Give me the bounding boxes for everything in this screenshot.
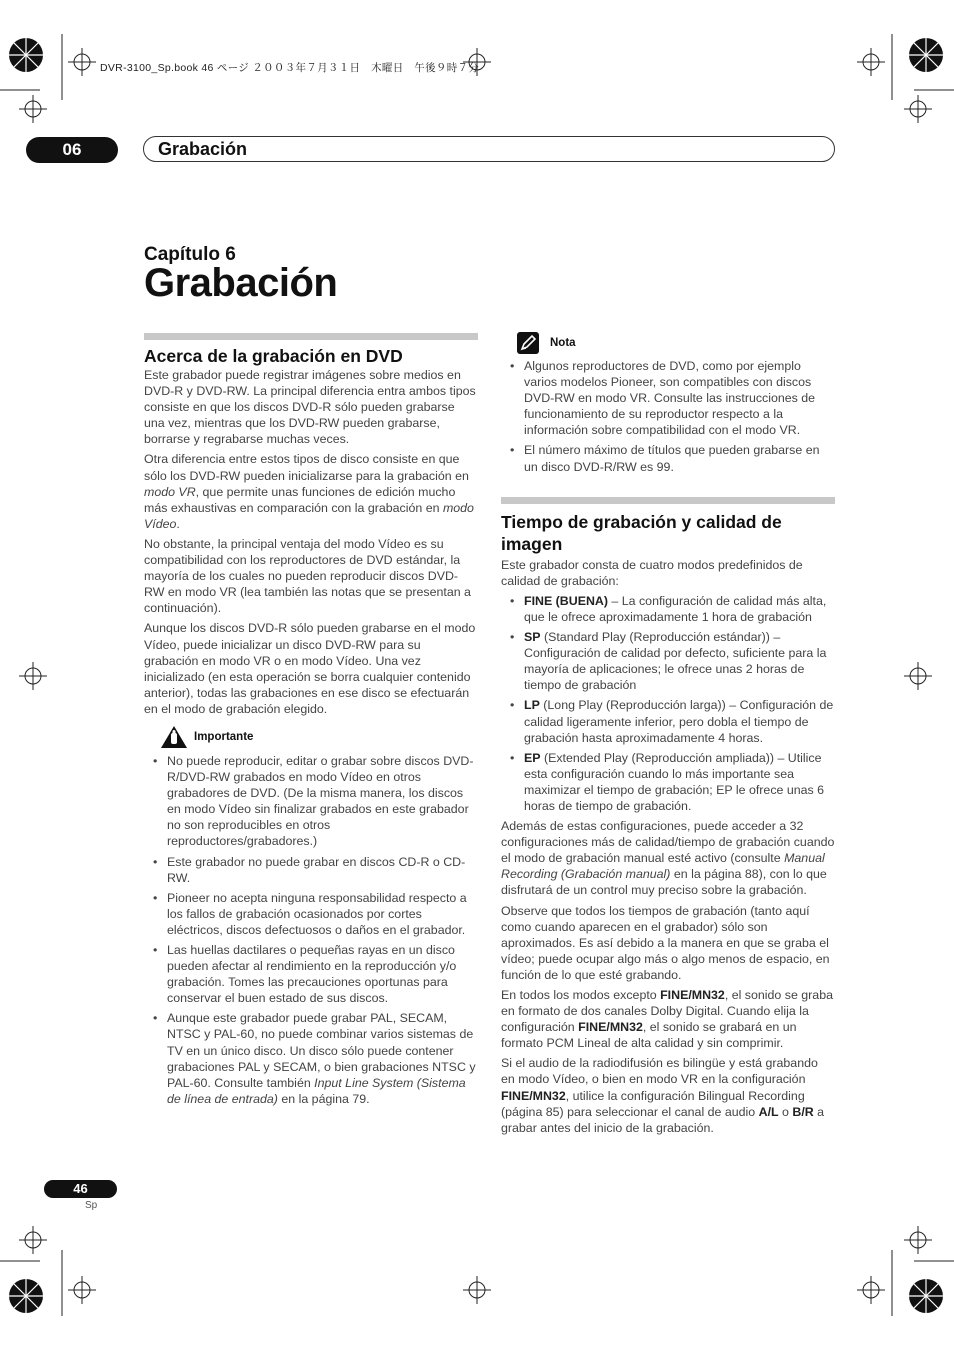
left-column	[144, 333, 478, 1111]
paragraph: Además de estas configuraciones, puede acceder a 32 configuraciones más de calidad/tiempo de grabación cuando el modo de grabación manual esté activo (consulte Manual Recording (Grabación manual) en la página 88), con lo que disfrutará de un control muy preciso sobre la grabación.	[501, 819, 835, 898]
paragraph: Otra diferencia entre estos tipos de disco consiste en que sólo los DVD-RW pueden inicializarse para la grabación en modo VR, que permite unas funciones de edición mucho más exhaustivas en comparación con la grabación en modo Vídeo.	[144, 452, 474, 531]
warning-hand-icon	[160, 725, 188, 749]
paragraph: Este grabador puede registrar imágenes sobre medios en DVD-R y DVD-RW. La principal diferencia entra ambos tipos consiste en que los discos DVD-R sólo pueden grabarse una vez, mientras que los DVD-RW pueden grabarse, borrarse y regrabarse muchas veces.	[144, 368, 476, 447]
list-item: • El número máximo de títulos que pueden grabarse en un disco DVD-R/RW es 99.	[501, 442, 835, 474]
list-item: • Pioneer no acepta ninguna responsabilidad respecto a los fallos de grabación ocasionados por cortes eléctricos, discos defectuosos o daños en el grabador.	[144, 890, 478, 938]
modes-list	[501, 593, 835, 814]
note-header	[517, 332, 835, 354]
chapter-tab: 06	[26, 137, 118, 163]
note-list	[501, 358, 835, 475]
list-item: • Las huellas dactilares o pequeñas rayas en un disco pueden afectar al rendimiento en la reproducción y/o grabación. Tomes las precauciones oportunas para conservar el buen estado de sus discos.	[144, 942, 478, 1006]
paragraph: Aunque los discos DVD-R sólo pueden grabarse en el modo Vídeo, puede inicializar un disco DVD-RW para su grabación en modo VR o en modo Vídeo. Una vez inicializado (en esta operación se borra cualquier contenido anterior), todas las grabaciones en ese disco se efectuarán en el modo de grabación elegido.	[144, 621, 476, 716]
paragraph: En todos los modos excepto FINE/MN32, el sonido se graba en formato de dos canales Dolby Digital. Cuando elija la configuración FINE/MN32, el sonido se grabará en un formato PCM Lineal de alta calidad y sin comprimir.	[501, 988, 833, 1051]
pencil-icon	[517, 332, 539, 354]
paragraph: No obstante, la principal ventaja del modo Vídeo es su compatibilidad con los reproductores de DVD estándar, la mayoría de los cuales no pueden reproducir discos DVD-RW en modo VR (lea también las notas que se presentan a continuación).	[144, 536, 471, 616]
page-language: Sp	[85, 1200, 98, 1211]
list-item: • LP (Long Play (Reproducción larga)) – Configuración de calidad ligeramente inferior, pero dobla el tiempo de grabación hasta aproximadamente 4 horas.	[501, 697, 835, 745]
list-item: • Este grabador no puede grabar en discos CD-R o CD-RW.	[144, 854, 478, 886]
section-bar	[501, 497, 835, 504]
list-item: • FINE (BUENA) – La configuración de calidad más alta, que le ofrece aproximadamente 1 hora de grabación	[501, 593, 835, 625]
section-bar	[144, 333, 478, 340]
chapter-label: Capítulo 6	[144, 244, 236, 265]
paragraph: Si el audio de la radiodifusión es bilingüe y está grabando en modo Vídeo, o bien en modo VR en la configuración FINE/MN32, utilice la configuración Bilingual Recording (página 85) para seleccionar el canal de audio A/L o B/R a grabar antes del inicio de la grabación.	[501, 1056, 825, 1135]
chapter-title: Grabación	[144, 261, 338, 305]
note-label: Nota	[550, 336, 576, 349]
paragraph: Observe que todos los tiempos de grabación (tanto aquí como cuando aparecen en el grabador) sólo son aproximados. Es así debido a la manera en que se graba el vídeo; puede ocupar algo más o algo menos de espacio, en función de lo que esté grabando.	[501, 903, 830, 982]
important-list	[144, 753, 478, 1107]
important-header	[160, 725, 478, 749]
important-label: Importante	[194, 730, 254, 743]
section-heading: Tiempo de grabación y calidad de imagen	[501, 511, 782, 554]
list-item: • SP (Standard Play (Reproducción estándar)) – Configuración de calidad por defecto, suficiente para la mayoría de aplicaciones; le ofrece unas 2 horas de tiempo de grabación	[501, 629, 835, 693]
print-header: DVR-3100_Sp.book 46 ページ ２００３年７月３１日 木曜日 午後９時７分	[100, 62, 480, 74]
list-item: • Algunos reproductores de DVD, como por ejemplo varios modelos Pioneer, son compatibles con discos DVD-RW en modo VR. Consulte las instrucciones de funcionamiento de su reproductor respecto a la información sobre compatibilidad con el modo VR.	[501, 358, 835, 438]
list-item: • Aunque este grabador puede grabar PAL, SECAM, NTSC y PAL-60, no puede combinar varios sistemas de TV en un único disco. Un disco sólo puede contener grabaciones PAL y SECAM, o bien grabaciones NTSC y PAL-60. Consulte también Input Line System (Sistema de línea de entrada) en la página 79.	[144, 1010, 478, 1107]
section-heading: Acerca de la grabación en DVD	[144, 346, 403, 366]
list-item: • EP (Extended Play (Reproducción ampliada)) – Utilice esta configuración cuando lo más importante sea maximizar el tiempo de grabación; EP le ofrece unas 6 horas de tiempo de grabación.	[501, 750, 835, 814]
paragraph: Este grabador consta de cuatro modos predefinidos de calidad de grabación:	[501, 557, 803, 588]
list-item: • No puede reproducir, editar o grabar sobre discos DVD-R/DVD-RW grabados en modo Vídeo en otros grabadores de DVD. (De la misma manera, los discos en modo Vídeo sin finalizar grabados en este grabador no son reproducibles en otros reproductores/grabadores.)	[144, 753, 478, 850]
right-column	[501, 332, 835, 1140]
header-title: Grabación	[158, 139, 248, 159]
page-number: 46	[44, 1180, 117, 1198]
